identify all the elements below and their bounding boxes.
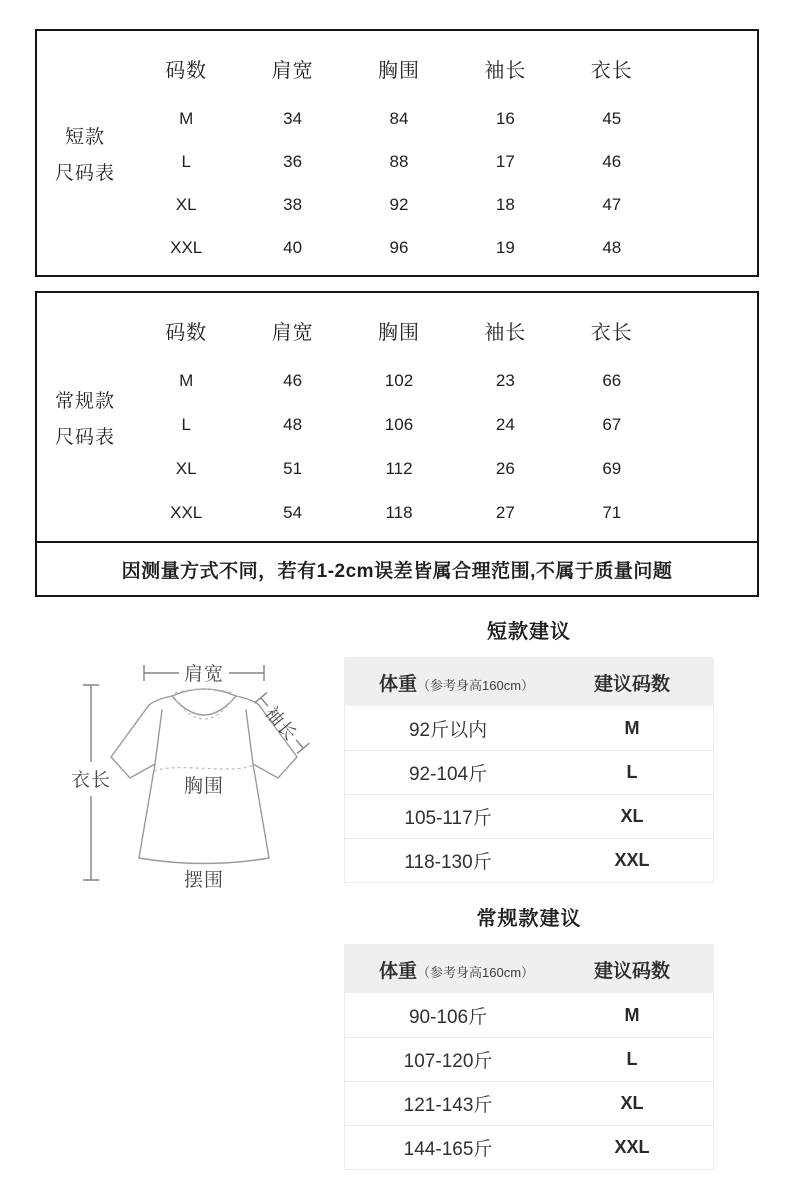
size-cell: M [179, 108, 194, 128]
suggested-size: XXL [614, 850, 650, 870]
value-cell: 17 [495, 151, 515, 171]
suggested-size: M [624, 717, 640, 738]
weight-column-header [345, 669, 551, 696]
recommendation-row [345, 750, 713, 794]
recommendation-row [345, 1081, 713, 1125]
suggested-size: XL [620, 1093, 644, 1113]
weight-label: 体重 [379, 960, 418, 982]
regular-size-table-label [37, 293, 133, 541]
short-size-table-box [35, 29, 759, 277]
regular-size-table-label-line: 常规款 [54, 390, 115, 412]
column-header: 胸围 [377, 321, 420, 344]
short-size-table-label-line: 尺码表 [54, 162, 115, 184]
value-cell: 46 [602, 151, 622, 171]
size-cell: XL [175, 459, 197, 478]
value-cell: 102 [384, 371, 414, 390]
tshirt-measurement-diagram [58, 630, 350, 908]
size-cell: XXL [170, 237, 203, 257]
column-header: 码数 [165, 321, 208, 344]
weight-range: 105-117斤 [404, 808, 492, 829]
value-cell: 48 [283, 415, 303, 434]
weight-range: 118-130斤 [404, 852, 492, 873]
recommendation-panel [344, 610, 714, 1170]
tolerance-note-box [35, 541, 759, 597]
value-cell: 23 [495, 371, 515, 390]
value-cell: 36 [283, 151, 303, 171]
value-cell: 16 [495, 108, 515, 128]
column-header: 衣长 [590, 321, 633, 344]
size-cell: L [181, 151, 191, 171]
value-cell: 106 [384, 415, 414, 434]
weight-range: 90-106斤 [408, 1006, 488, 1028]
short-size-grid [133, 31, 757, 275]
recommendation-row [345, 993, 713, 1037]
value-cell: 24 [495, 415, 515, 434]
column-header: 袖长 [484, 59, 527, 82]
regular-recommendation-block [344, 907, 714, 1170]
suggested-size-column-header: 建议码数 [594, 673, 671, 695]
value-cell: 40 [283, 237, 303, 257]
value-cell: 51 [283, 459, 303, 478]
column-header: 衣长 [590, 59, 633, 82]
weight-column-header [345, 956, 551, 983]
tolerance-note-text: 因测量方式不同，若有1-2cm误差皆属合理范围,不属于质量问题 [121, 560, 673, 582]
suggested-size: XL [620, 806, 644, 826]
value-cell: 54 [283, 503, 303, 522]
value-cell: 48 [602, 237, 622, 257]
suggested-size: M [624, 1004, 640, 1025]
column-header: 肩宽 [271, 59, 314, 82]
column-header: 袖长 [484, 321, 527, 344]
size-cell: L [181, 415, 191, 434]
weight-range: 92-104斤 [408, 764, 488, 785]
column-header: 码数 [165, 59, 208, 82]
hem-label: 摆围 [183, 870, 225, 891]
regular-size-table-label-line: 尺码表 [54, 426, 115, 448]
short-size-table-label-line: 短款 [64, 126, 105, 148]
regular-size-grid [133, 293, 757, 541]
regular-recommendation-title: 常规款建议 [476, 908, 582, 930]
sleeve-label: 袖长 [261, 702, 302, 745]
short-recommendation-title: 短款建议 [487, 621, 571, 643]
recommendation-row [345, 1037, 713, 1081]
value-cell: 26 [495, 459, 515, 478]
value-cell: 18 [495, 194, 515, 214]
value-cell: 118 [385, 503, 413, 522]
length-label: 衣长 [70, 770, 112, 791]
short-recommendation-table [344, 657, 714, 883]
measure-lines [83, 665, 309, 880]
size-cell: XL [175, 194, 197, 214]
value-cell: 46 [283, 371, 303, 390]
regular-recommendation-table [344, 944, 714, 1170]
value-cell: 92 [389, 194, 409, 214]
column-header: 胸围 [377, 59, 420, 82]
weight-range: 144-165斤 [403, 1139, 493, 1160]
weight-range: 107-120斤 [403, 1051, 493, 1072]
value-cell: 66 [602, 371, 622, 390]
recommendation-header-row [345, 945, 713, 993]
value-cell: 67 [602, 415, 622, 434]
value-cell: 69 [602, 459, 622, 478]
weight-label: 体重 [379, 673, 418, 695]
value-cell: 88 [389, 151, 409, 171]
recommendation-row [345, 794, 713, 838]
suggested-size-column-header: 建议码数 [594, 960, 671, 982]
suggested-size: XXL [614, 1137, 650, 1157]
value-cell: 71 [602, 503, 622, 522]
size-cell: M [179, 371, 194, 390]
weight-range: 121-143斤 [403, 1095, 493, 1116]
regular-size-table-box [35, 291, 759, 543]
recommendation-header-row [345, 658, 713, 706]
short-size-table-label [37, 31, 133, 275]
stitch-lines [154, 689, 254, 771]
shoulder-label: 肩宽 [183, 664, 225, 685]
value-cell: 96 [389, 237, 409, 257]
recommendation-row [345, 1125, 713, 1169]
weight-range: 92斤以内 [408, 719, 488, 741]
height-reference-note: （参考身高160cm） [417, 964, 535, 980]
suggested-size: L [626, 762, 638, 782]
recommendation-row [345, 706, 713, 750]
value-cell: 84 [389, 108, 409, 128]
value-cell: 34 [283, 108, 303, 128]
short-recommendation-block [344, 620, 714, 883]
suggested-size: L [626, 1049, 638, 1069]
column-header: 肩宽 [271, 321, 314, 344]
value-cell: 47 [602, 194, 622, 214]
value-cell: 38 [283, 194, 303, 214]
value-cell: 112 [385, 459, 413, 478]
height-reference-note: （参考身高160cm） [417, 677, 535, 693]
value-cell: 45 [602, 108, 622, 128]
tshirt-diagram-panel [58, 630, 350, 910]
size-cell: XXL [170, 503, 203, 522]
chest-label: 胸围 [183, 776, 225, 797]
value-cell: 27 [495, 503, 515, 522]
value-cell: 19 [495, 237, 515, 257]
recommendation-row [345, 838, 713, 882]
